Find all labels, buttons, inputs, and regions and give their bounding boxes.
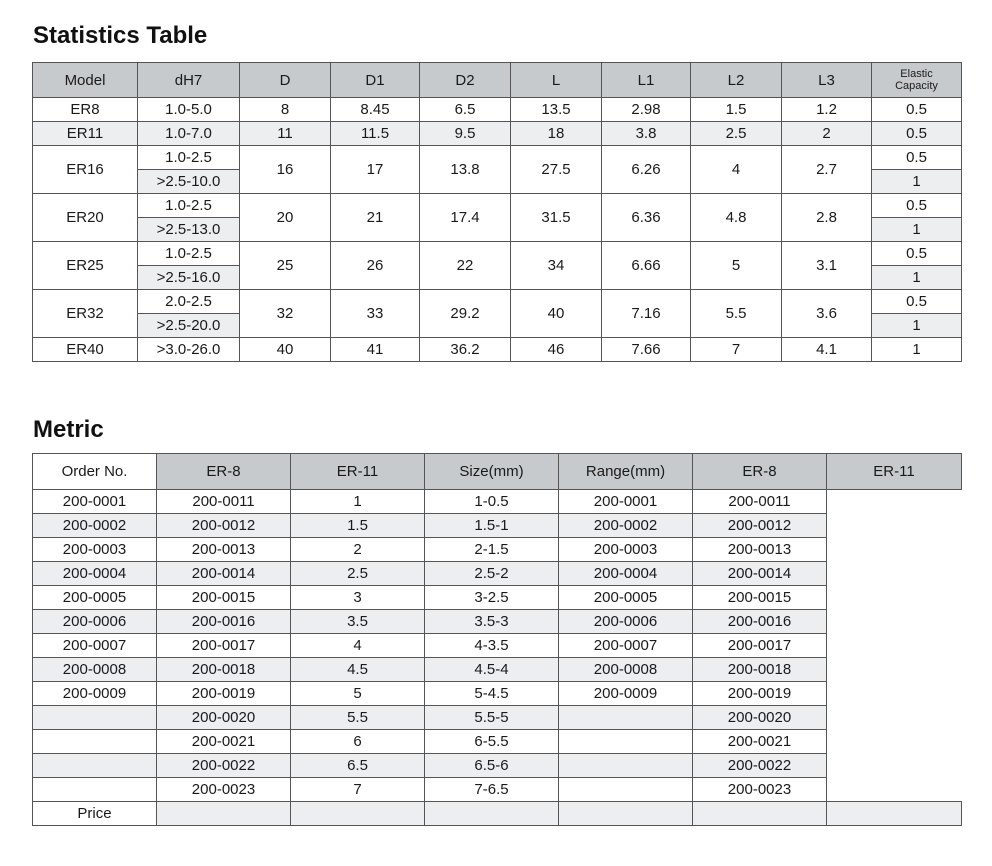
order-number-cell: 200-0002 <box>33 514 157 538</box>
d-cell: 20 <box>240 194 331 242</box>
table-row <box>33 682 962 706</box>
l-cell: 46 <box>511 338 602 362</box>
order-number-cell: 3.5-3 <box>425 610 559 634</box>
table-row <box>33 754 962 778</box>
order-number-cell: 200-0013 <box>693 538 827 562</box>
table-row <box>33 658 962 682</box>
order-number-cell: 6-5.5 <box>425 730 559 754</box>
price-row <box>33 802 962 826</box>
l1-cell: 2.98 <box>602 98 691 122</box>
header-cell: ER-11 <box>827 454 962 490</box>
d2-cell: 9.5 <box>420 122 511 146</box>
order-number-cell: 200-0019 <box>157 682 291 706</box>
l1-cell: 7.16 <box>602 290 691 338</box>
order-number-cell: 1 <box>291 490 425 514</box>
order-number-cell: 200-0016 <box>693 610 827 634</box>
price-cell <box>827 802 962 826</box>
l-cell: 18 <box>511 122 602 146</box>
elastic-capacity-cell: 0.5 <box>872 194 962 218</box>
order-number-cell <box>33 778 157 802</box>
dh7-cell: 1.0-7.0 <box>138 122 240 146</box>
price-cell <box>693 802 827 826</box>
table-row <box>33 122 962 146</box>
order-number-cell: 2.5 <box>291 562 425 586</box>
l1-cell: 7.66 <box>602 338 691 362</box>
dh7-cell: 1.0-2.5 <box>138 194 240 218</box>
dh7-cell: 1.0-2.5 <box>138 146 240 170</box>
model-cell: ER11 <box>33 122 138 146</box>
model-cell: ER20 <box>33 194 138 242</box>
order-number-cell: 5.5 <box>291 706 425 730</box>
d1-cell: 21 <box>331 194 420 242</box>
table-row <box>33 562 962 586</box>
table-row <box>33 194 962 218</box>
price-cell <box>291 802 425 826</box>
price-label: Price <box>33 802 157 826</box>
d1-cell: 26 <box>331 242 420 290</box>
order-number-cell: 200-0008 <box>559 658 693 682</box>
header-text-line: Elastic <box>900 68 933 80</box>
header-cell: L3 <box>782 63 872 98</box>
d1-cell: 17 <box>331 146 420 194</box>
order-number-cell: 7 <box>291 778 425 802</box>
order-number-cell: 5-4.5 <box>425 682 559 706</box>
metric-table-title: Metric <box>33 416 104 443</box>
elastic-capacity-cell: 0.5 <box>872 290 962 314</box>
table-row <box>33 730 962 754</box>
l3-cell: 3.6 <box>782 290 872 338</box>
elastic-capacity-cell: 1 <box>872 338 962 362</box>
elastic-capacity-cell: 0.5 <box>872 146 962 170</box>
order-number-cell <box>559 778 693 802</box>
order-number-cell: 4.5 <box>291 658 425 682</box>
dh7-cell: 2.0-2.5 <box>138 290 240 314</box>
d1-cell: 41 <box>331 338 420 362</box>
order-number-cell: 200-0020 <box>157 706 291 730</box>
order-number-cell: 2-1.5 <box>425 538 559 562</box>
l-cell: 31.5 <box>511 194 602 242</box>
order-number-cell: 200-0007 <box>559 634 693 658</box>
table-row <box>33 538 962 562</box>
order-number-cell <box>559 730 693 754</box>
order-number-cell: 200-0009 <box>33 682 157 706</box>
order-number-cell: 200-0021 <box>157 730 291 754</box>
model-cell: ER25 <box>33 242 138 290</box>
l3-cell: 2.7 <box>782 146 872 194</box>
table-row <box>33 490 962 514</box>
order-number-cell: 6.5 <box>291 754 425 778</box>
order-number-cell: 3 <box>291 586 425 610</box>
table-row <box>33 98 962 122</box>
d-cell: 25 <box>240 242 331 290</box>
order-number-cell: 200-0004 <box>559 562 693 586</box>
order-number-cell: 200-0005 <box>33 586 157 610</box>
order-number-cell: 200-0017 <box>693 634 827 658</box>
order-number-cell: 4.5-4 <box>425 658 559 682</box>
model-cell: ER16 <box>33 146 138 194</box>
statistics-table-title: Statistics Table <box>33 22 208 49</box>
order-number-cell: 200-0023 <box>693 778 827 802</box>
table-row <box>33 610 962 634</box>
l3-cell: 2 <box>782 122 872 146</box>
elastic-capacity-cell: 1 <box>872 218 962 242</box>
d1-cell: 11.5 <box>331 122 420 146</box>
order-number-cell: 2.5-2 <box>425 562 559 586</box>
table-row <box>33 242 962 266</box>
order-number-cell: 200-0015 <box>157 586 291 610</box>
order-number-cell: 200-0001 <box>559 490 693 514</box>
order-number-cell <box>33 730 157 754</box>
order-number-cell: 4 <box>291 634 425 658</box>
model-cell: ER8 <box>33 98 138 122</box>
header-cell: ER-11 <box>291 454 425 490</box>
order-number-cell: 200-0003 <box>559 538 693 562</box>
order-number-cell: 200-0006 <box>559 610 693 634</box>
order-number-cell: 200-0011 <box>693 490 827 514</box>
table-row <box>33 778 962 802</box>
statistics-table <box>32 62 962 362</box>
order-number-cell: 200-0008 <box>33 658 157 682</box>
order-number-cell: 200-0002 <box>559 514 693 538</box>
d-cell: 11 <box>240 122 331 146</box>
order-number-cell: 200-0013 <box>157 538 291 562</box>
order-number-cell: 200-0018 <box>693 658 827 682</box>
d-cell: 16 <box>240 146 331 194</box>
order-number-cell: 200-0014 <box>157 562 291 586</box>
order-number-cell: 2 <box>291 538 425 562</box>
d2-cell: 22 <box>420 242 511 290</box>
l-cell: 34 <box>511 242 602 290</box>
l-cell: 40 <box>511 290 602 338</box>
order-number-cell: 200-0005 <box>559 586 693 610</box>
header-cell: ER-8 <box>157 454 291 490</box>
order-number-cell: 3-2.5 <box>425 586 559 610</box>
l-cell: 27.5 <box>511 146 602 194</box>
order-number-cell: 1.5 <box>291 514 425 538</box>
table-row <box>33 290 962 314</box>
table-row <box>33 514 962 538</box>
header-cell: L2 <box>691 63 782 98</box>
order-number-cell: 4-3.5 <box>425 634 559 658</box>
order-number-cell: 200-0012 <box>157 514 291 538</box>
l1-cell: 6.36 <box>602 194 691 242</box>
order-number-cell <box>33 706 157 730</box>
l2-cell: 5.5 <box>691 290 782 338</box>
l2-cell: 5 <box>691 242 782 290</box>
order-number-cell: 200-0011 <box>157 490 291 514</box>
elastic-capacity-cell: 0.5 <box>872 122 962 146</box>
header-cell: dH7 <box>138 63 240 98</box>
table-row <box>33 586 962 610</box>
header-cell: Model <box>33 63 138 98</box>
metric-header-row <box>33 454 962 490</box>
dh7-cell: >2.5-20.0 <box>138 314 240 338</box>
price-cell <box>559 802 693 826</box>
dh7-cell: >2.5-16.0 <box>138 266 240 290</box>
order-number-cell: 200-0015 <box>693 586 827 610</box>
dh7-cell: 1.0-5.0 <box>138 98 240 122</box>
l2-cell: 1.5 <box>691 98 782 122</box>
order-number-cell: 200-0023 <box>157 778 291 802</box>
price-cell <box>157 802 291 826</box>
elastic-capacity-cell: 1 <box>872 314 962 338</box>
order-number-cell: 200-0022 <box>157 754 291 778</box>
metric-table <box>32 453 962 826</box>
l2-cell: 4 <box>691 146 782 194</box>
elastic-capacity-cell: 0.5 <box>872 98 962 122</box>
header-cell: Size(mm) <box>425 454 559 490</box>
order-number-cell: 200-0016 <box>157 610 291 634</box>
order-number-cell: 200-0017 <box>157 634 291 658</box>
order-number-cell: 1.5-1 <box>425 514 559 538</box>
header-cell: L <box>511 63 602 98</box>
d-cell: 8 <box>240 98 331 122</box>
l2-cell: 2.5 <box>691 122 782 146</box>
l3-cell: 4.1 <box>782 338 872 362</box>
order-number-cell: 200-0018 <box>157 658 291 682</box>
order-number-cell: 200-0006 <box>33 610 157 634</box>
metric-body <box>33 490 962 826</box>
l3-cell: 1.2 <box>782 98 872 122</box>
order-number-cell: 200-0001 <box>33 490 157 514</box>
order-number-cell: 5 <box>291 682 425 706</box>
order-number-cell: 7-6.5 <box>425 778 559 802</box>
dh7-cell: >2.5-10.0 <box>138 170 240 194</box>
header-cell: L1 <box>602 63 691 98</box>
l3-cell: 3.1 <box>782 242 872 290</box>
order-number-cell: 200-0004 <box>33 562 157 586</box>
order-number-cell: 200-0009 <box>559 682 693 706</box>
table-row <box>33 338 962 362</box>
dh7-cell: >3.0-26.0 <box>138 338 240 362</box>
order-number-cell: 200-0014 <box>693 562 827 586</box>
l2-cell: 7 <box>691 338 782 362</box>
l1-cell: 3.8 <box>602 122 691 146</box>
l2-cell: 4.8 <box>691 194 782 242</box>
d2-cell: 29.2 <box>420 290 511 338</box>
d-cell: 40 <box>240 338 331 362</box>
order-number-cell: 200-0019 <box>693 682 827 706</box>
header-cell: D <box>240 63 331 98</box>
header-cell: Range(mm) <box>559 454 693 490</box>
order-number-cell: 200-0012 <box>693 514 827 538</box>
model-cell: ER32 <box>33 290 138 338</box>
order-number-cell: 200-0022 <box>693 754 827 778</box>
d1-cell: 33 <box>331 290 420 338</box>
table-row <box>33 146 962 170</box>
header-cell-elastic-capacity <box>872 63 962 98</box>
table-row <box>33 634 962 658</box>
l1-cell: 6.66 <box>602 242 691 290</box>
order-number-cell: 5.5-5 <box>425 706 559 730</box>
order-number-cell: 3.5 <box>291 610 425 634</box>
order-no-label: Order No. <box>33 454 157 490</box>
table-row <box>33 706 962 730</box>
d1-cell: 8.45 <box>331 98 420 122</box>
order-number-cell <box>559 706 693 730</box>
l3-cell: 2.8 <box>782 194 872 242</box>
d2-cell: 13.8 <box>420 146 511 194</box>
order-number-cell: 1-0.5 <box>425 490 559 514</box>
l1-cell: 6.26 <box>602 146 691 194</box>
d2-cell: 36.2 <box>420 338 511 362</box>
elastic-capacity-cell: 1 <box>872 266 962 290</box>
header-cell: D1 <box>331 63 420 98</box>
statistics-body <box>33 98 962 362</box>
elastic-capacity-cell: 0.5 <box>872 242 962 266</box>
dh7-cell: >2.5-13.0 <box>138 218 240 242</box>
elastic-capacity-cell: 1 <box>872 170 962 194</box>
d2-cell: 17.4 <box>420 194 511 242</box>
header-text-line: Capacity <box>895 80 938 92</box>
d-cell: 32 <box>240 290 331 338</box>
order-number-cell: 6.5-6 <box>425 754 559 778</box>
header-cell: D2 <box>420 63 511 98</box>
order-number-cell <box>559 754 693 778</box>
dh7-cell: 1.0-2.5 <box>138 242 240 266</box>
order-number-cell: 200-0021 <box>693 730 827 754</box>
header-cell: ER-8 <box>693 454 827 490</box>
order-number-cell: 200-0020 <box>693 706 827 730</box>
d2-cell: 6.5 <box>420 98 511 122</box>
order-number-cell <box>33 754 157 778</box>
order-number-cell: 200-0007 <box>33 634 157 658</box>
model-cell: ER40 <box>33 338 138 362</box>
order-number-cell: 6 <box>291 730 425 754</box>
price-cell <box>425 802 559 826</box>
statistics-header-row <box>33 63 962 98</box>
l-cell: 13.5 <box>511 98 602 122</box>
order-number-cell: 200-0003 <box>33 538 157 562</box>
